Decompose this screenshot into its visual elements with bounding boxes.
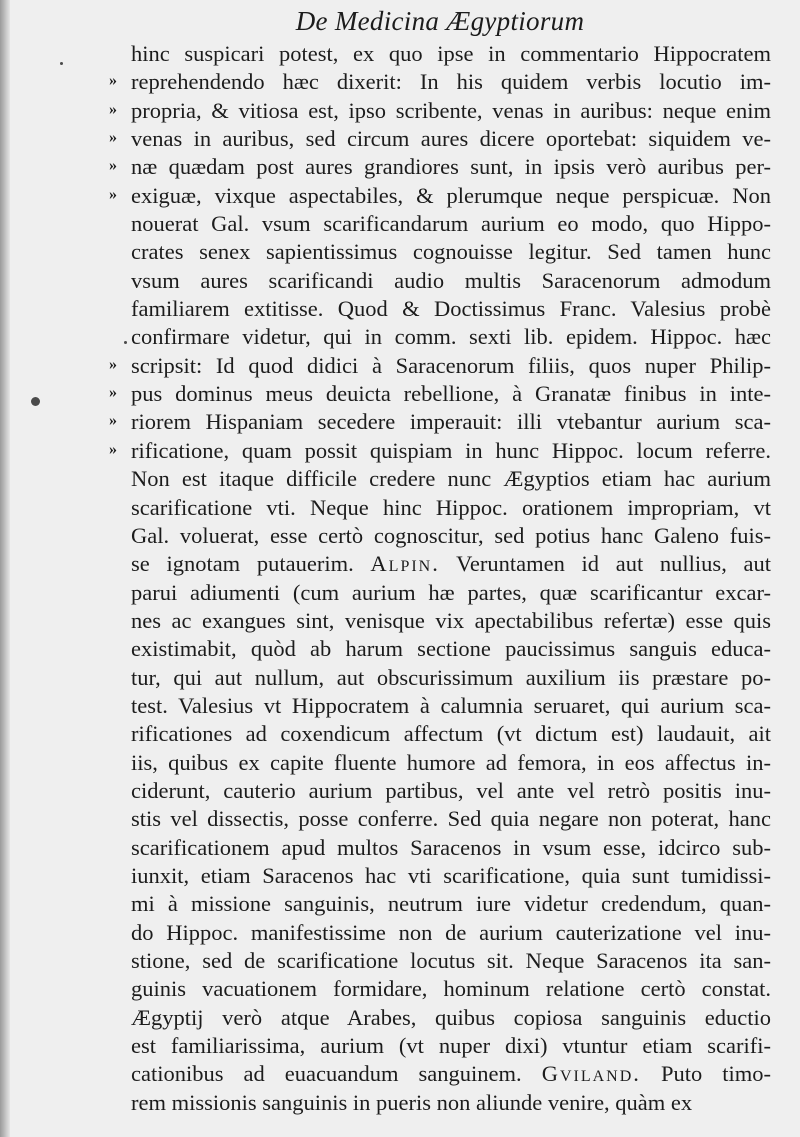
text-line bbox=[131, 295, 771, 323]
text-line bbox=[131, 40, 771, 68]
line-text: exiguæ, vixque aspectabiles, & plerumque neque perspicuæ. Non bbox=[131, 182, 771, 208]
text-line bbox=[131, 550, 771, 578]
line-text: propria, & vitiosa est, ipso scribente, venas in auribus: neque enim bbox=[131, 97, 771, 123]
text-line bbox=[131, 664, 771, 692]
line-text: reprehendendo hæc dixerit: In his quidem verbis locutio im- bbox=[131, 69, 771, 95]
line-text: vsum aures scarificandi audio multis Saracenorum admodum bbox=[131, 267, 771, 293]
line-text: venas in auribus, sed circum aures dicere oportebat: siquidem ve- bbox=[131, 126, 771, 152]
text-line bbox=[131, 1089, 771, 1117]
text-line bbox=[131, 210, 771, 238]
line-text: rificationes ad coxendicum affectum (vt dictum est) laudauit, ait bbox=[131, 721, 771, 747]
text-line bbox=[131, 862, 771, 890]
running-title: De Medicina Ægyptiorum bbox=[295, 6, 585, 36]
page-binding-shadow bbox=[0, 0, 10, 1137]
text-line bbox=[109, 68, 771, 96]
line-text: Ægyptij verò atque Arabes, quibus copiosa sanguinis eductio bbox=[131, 1004, 771, 1030]
text-line bbox=[131, 1032, 771, 1060]
text-line bbox=[131, 267, 771, 295]
quotation-marker: » bbox=[109, 157, 117, 175]
running-header bbox=[0, 6, 800, 37]
line-text: familiarem extitisse. Quod & Doctissimus Franc. Valesius probè bbox=[131, 296, 771, 322]
text-line bbox=[131, 1004, 771, 1032]
text-line bbox=[131, 975, 771, 1003]
author-attribution: Alpin. bbox=[370, 551, 440, 577]
ink-speck bbox=[31, 397, 40, 406]
line-text: guinis vacuationem formidare, hominum relatione certò constat. bbox=[131, 976, 771, 1002]
quotation-marker: » bbox=[109, 412, 117, 430]
line-text: test. Valesius vt Hippocratem à calumnia seruaret, qui aurium sca- bbox=[131, 692, 771, 718]
quotation-marker: » bbox=[109, 129, 117, 147]
line-text: riorem Hispaniam secedere imperauit: illi vtebantur aurium sca- bbox=[131, 409, 771, 435]
text-line bbox=[109, 352, 771, 380]
line-text: scripsit: Id quod didici à Saracenorum filiis, quos nuper Philip- bbox=[131, 352, 771, 378]
text-line bbox=[131, 720, 771, 748]
ink-speck bbox=[124, 341, 127, 344]
text-line bbox=[131, 494, 771, 522]
text-line bbox=[109, 182, 771, 210]
text-line bbox=[131, 579, 771, 607]
text-line bbox=[131, 635, 771, 663]
text-line bbox=[131, 834, 771, 862]
quotation-marker: » bbox=[109, 185, 117, 203]
line-text: parui adiumenti (cum aurium hæ partes, quæ scarificantur excar- bbox=[131, 579, 771, 605]
text-line bbox=[109, 437, 771, 465]
line-text: nes ac exangues sint, venisque vix apectabilibus refertæ) esse quis bbox=[131, 607, 771, 633]
text-line bbox=[109, 153, 771, 181]
line-text: hinc suspicari potest, ex quo ipse in commentario Hippocratem bbox=[131, 41, 771, 66]
line-text: Non est itaque difficile credere nunc Ægyptios etiam hac aurium bbox=[131, 466, 771, 492]
text-line bbox=[131, 749, 771, 777]
ink-speck bbox=[60, 62, 63, 65]
text-line bbox=[131, 1060, 771, 1088]
quotation-marker: » bbox=[109, 100, 117, 118]
line-text: tur, qui aut nullum, aut obscurissimum auxilium iis præstare po- bbox=[131, 664, 771, 690]
line-text: scarificatione vti. Neque hinc Hippoc. orationem impropriam, vt bbox=[131, 494, 771, 520]
line-text: Gal. voluerat, esse certò cognoscitur, sed potius hanc Galeno fuis- bbox=[131, 522, 771, 548]
text-line bbox=[131, 607, 771, 635]
line-text: rificatione, quam possit quispiam in hunc Hippoc. locum referre. bbox=[131, 437, 771, 463]
quotation-marker: » bbox=[109, 440, 117, 458]
line-text: pus dominus meus deuicta rebellione, à Granatæ finibus in inte- bbox=[131, 381, 771, 407]
text-line bbox=[131, 238, 771, 266]
line-text: iis, quibus ex capite fluente humore ad femora, in eos affectus in- bbox=[131, 749, 771, 775]
author-attribution: Gviland. bbox=[541, 1061, 641, 1087]
line-text: næ quædam post aures grandiores sunt, in ipsis verò auribus per- bbox=[131, 154, 771, 180]
line-text: existimabit, quòd ab harum sectione paucissimus sanguis educa- bbox=[131, 636, 771, 662]
text-line bbox=[131, 777, 771, 805]
text-line bbox=[109, 125, 771, 153]
line-text: rem missionis sanguinis in pueris non aliunde venire, quàm ex bbox=[131, 1089, 693, 1115]
text-line bbox=[131, 919, 771, 947]
line-text: stis vel dissectis, posse conferre. Sed quia negare non poterat, hanc bbox=[131, 806, 771, 832]
line-text: nouerat Gal. vsum scarificandarum aurium eo modo, quo Hippo- bbox=[131, 211, 771, 237]
line-text: crates senex sapientissimus cognouisse legitur. Sed tamen hunc bbox=[131, 239, 771, 265]
text-line bbox=[131, 522, 771, 550]
line-text: mi à missione sanguinis, neutrum iure videtur credendum, quan- bbox=[131, 891, 771, 917]
line-text: est familiarissima, aurium (vt nuper dixi) vtuntur etiam scarifi- bbox=[131, 1033, 771, 1059]
text-line bbox=[131, 890, 771, 918]
line-text: ciderunt, cauterio aurium partibus, vel ante vel retrò positis inu- bbox=[131, 777, 771, 803]
line-text-continued: Puto timo- bbox=[640, 1061, 772, 1087]
line-text: confirmare videtur, qui in comm. sexti lib. epidem. Hippoc. hæc bbox=[131, 324, 771, 350]
text-line bbox=[131, 805, 771, 833]
line-text: cationibus ad euacuandum sanguinem. bbox=[131, 1061, 542, 1087]
text-line bbox=[131, 947, 771, 975]
quotation-marker: » bbox=[109, 355, 117, 373]
quotation-marker: » bbox=[109, 72, 117, 90]
text-line bbox=[131, 323, 771, 351]
quotation-marker: » bbox=[109, 384, 117, 402]
line-text: scarificationem apud multos Saracenos in vsum esse, idcirco sub- bbox=[131, 834, 771, 860]
line-text: stione, sed de scarificatione locutus sit. Neque Saracenos ita san- bbox=[131, 948, 771, 973]
text-line bbox=[131, 692, 771, 720]
line-text-continued: Veruntamen id aut nullius, aut bbox=[439, 551, 772, 577]
line-text: do Hippoc. manifestissime non de aurium cauterizatione vel inu- bbox=[131, 919, 771, 945]
line-text: se ignotam putauerim. bbox=[131, 551, 371, 577]
text-line bbox=[109, 380, 771, 408]
text-line bbox=[131, 465, 771, 493]
text-line bbox=[109, 97, 771, 125]
text-line bbox=[109, 408, 771, 436]
text-body bbox=[109, 40, 772, 1117]
line-text: iunxit, etiam Saracenos hac vti scarificatione, quia sunt tumidissi- bbox=[131, 862, 771, 888]
